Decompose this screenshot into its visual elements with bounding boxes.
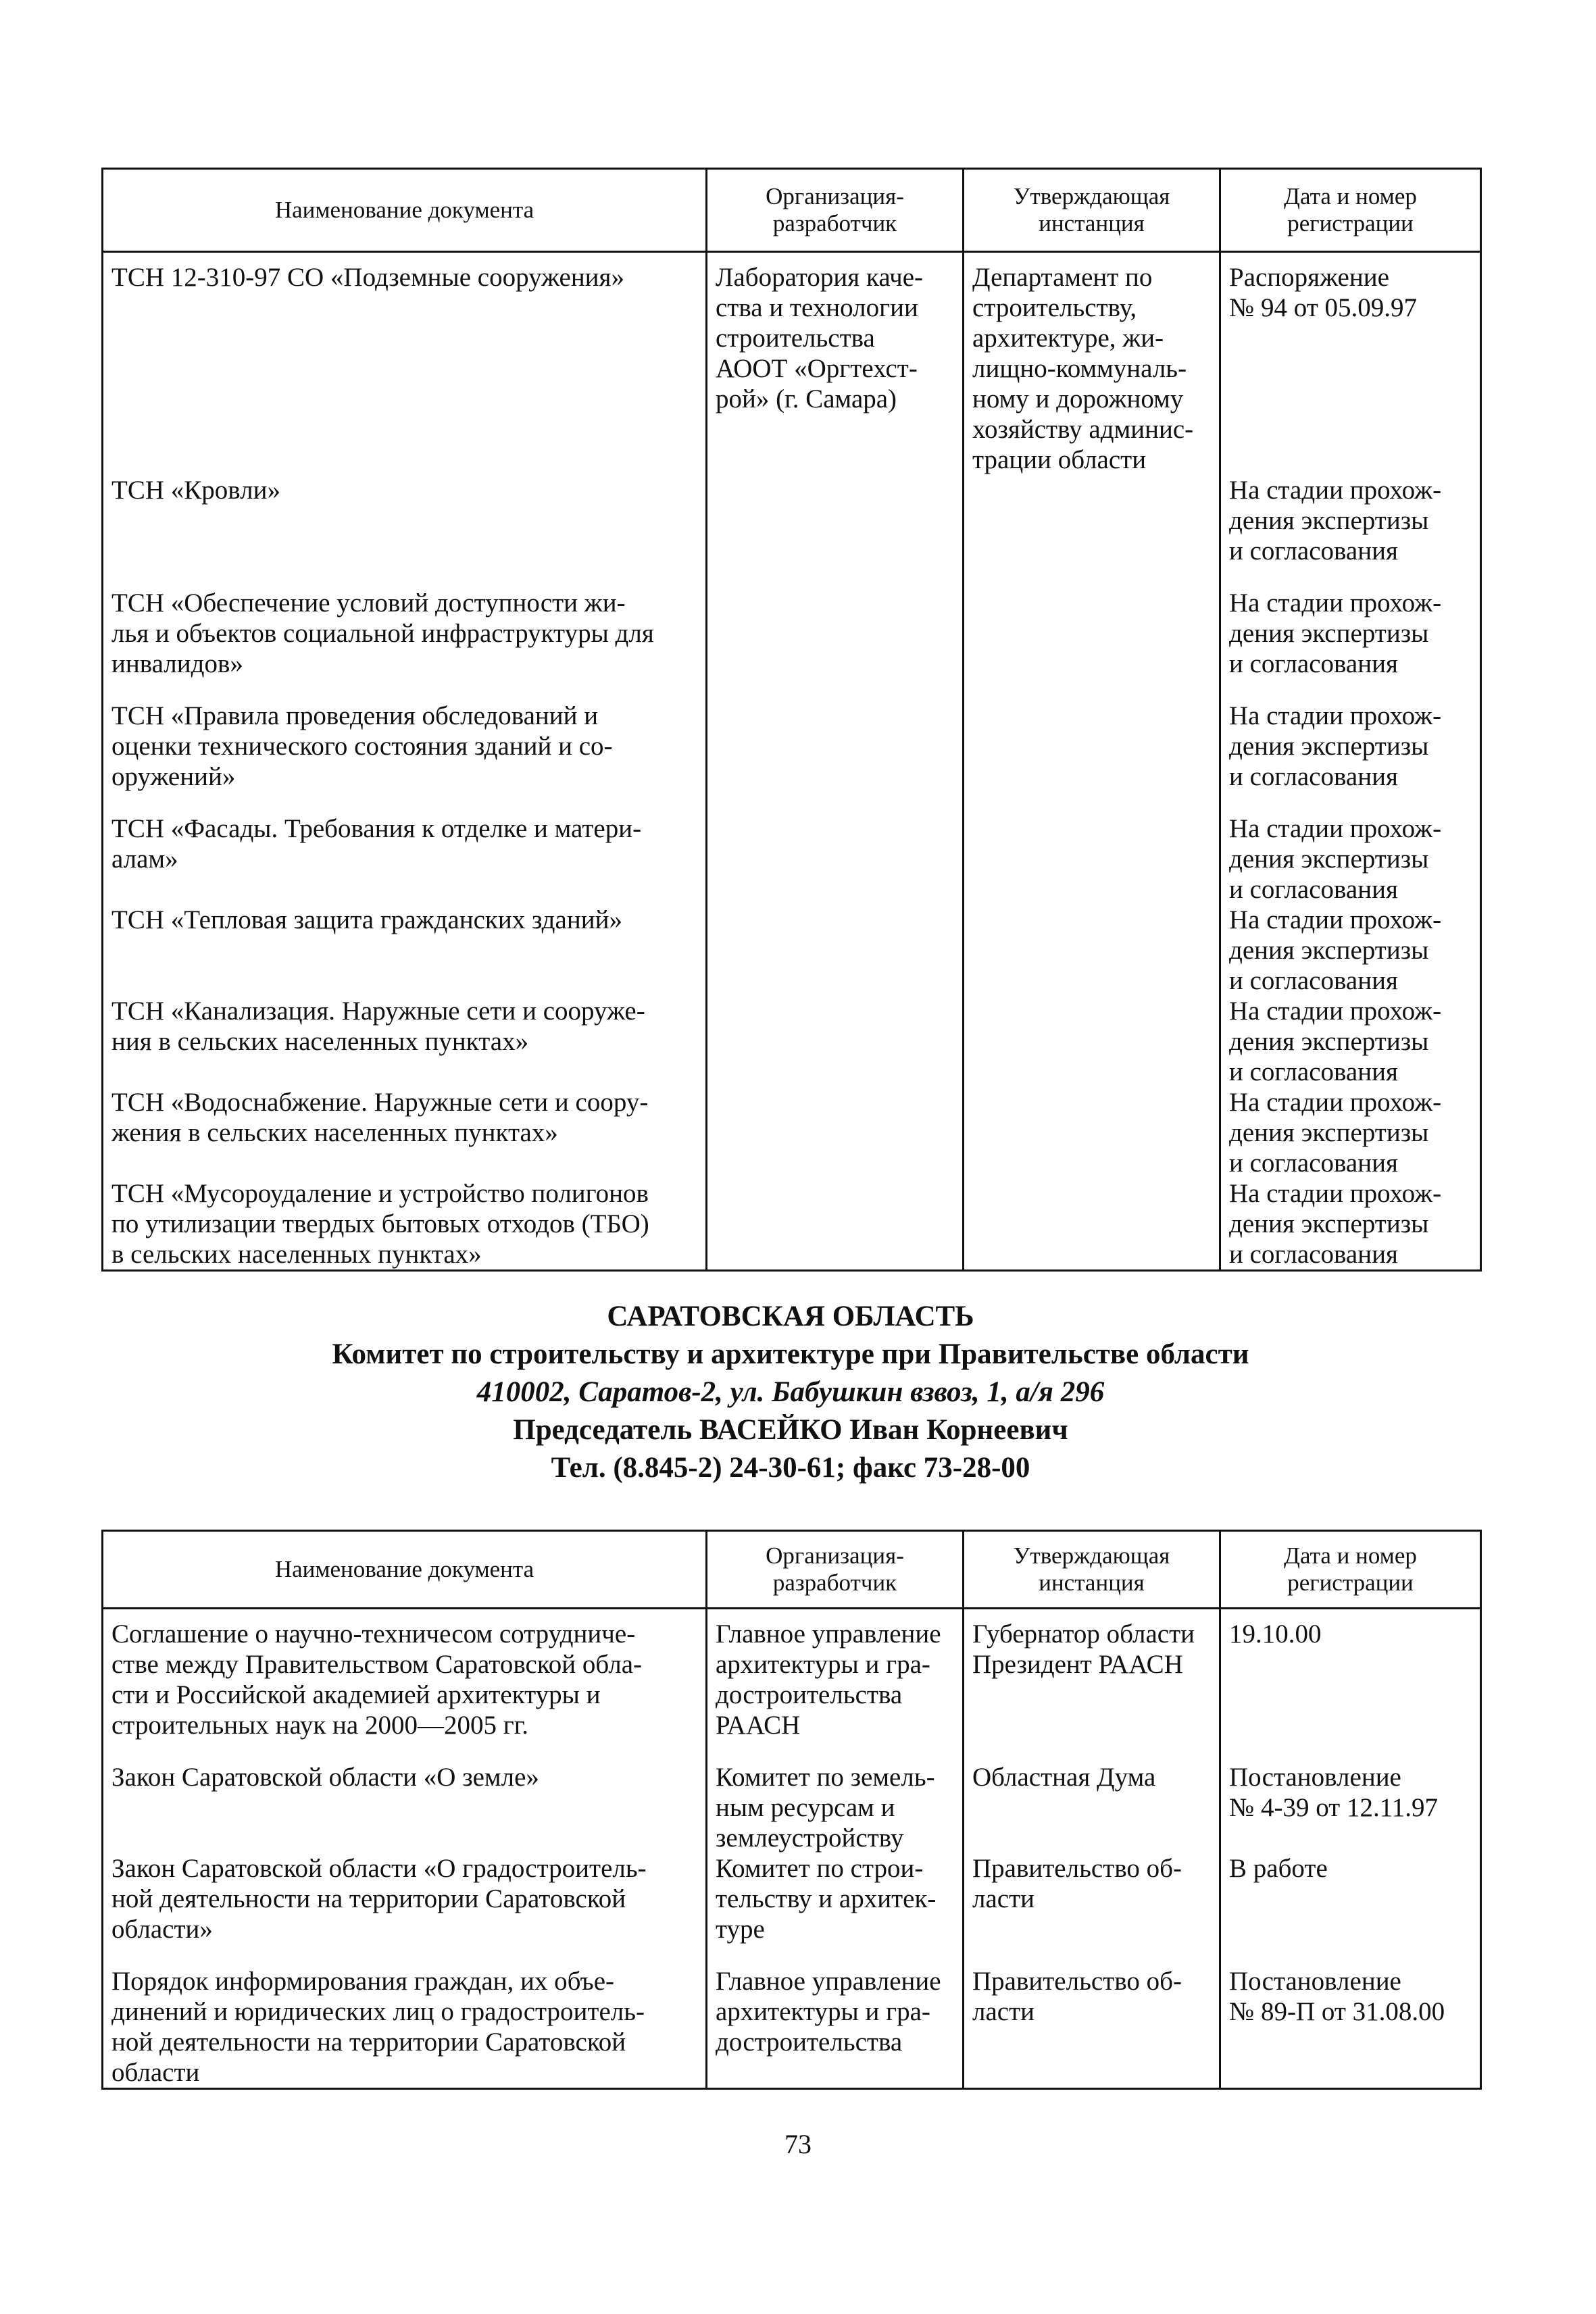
- table-row: [103, 588, 1481, 701]
- developer-cell: [707, 1178, 964, 1271]
- authority-cell: Правительство об- ласти: [964, 1966, 1220, 2089]
- header-registration: Дата и номер регистрации: [1220, 1531, 1481, 1609]
- table-row: [103, 1966, 1481, 2089]
- document-name-cell: Порядок информирования граждан, их объе- динений и юридических лиц о градостроитель- ной деятельности на территории Саратовской области: [103, 1966, 707, 2089]
- chairman: Председатель ВАСЕЙКО Иван Корнеевич: [513, 1414, 1068, 1446]
- authority-cell: [964, 701, 1220, 813]
- standards-table: [101, 168, 1482, 1272]
- document-name-cell: Закон Саратовской области «О градостроитель- ной деятельности на территории Саратовской области»: [103, 1853, 707, 1966]
- registration-cell: На стадии прохож- дения экспертизы и согласования: [1220, 996, 1481, 1087]
- developer-cell: [707, 905, 964, 996]
- table-row: [103, 1853, 1481, 1966]
- authority-cell: [964, 996, 1220, 1087]
- registration-cell: Постановление № 89-П от 31.08.00: [1220, 1966, 1481, 2089]
- developer-cell: Главное управление архитектуры и гра- достроительства РААСН: [707, 1609, 964, 1763]
- header-authority: Утверждающая инстанция: [964, 1531, 1220, 1609]
- registration-cell: На стадии прохож- дения экспертизы и согласования: [1220, 813, 1481, 905]
- table-row: [103, 701, 1481, 813]
- table-row: [103, 996, 1481, 1087]
- registration-cell: Постановление № 4-39 от 12.11.97: [1220, 1762, 1481, 1853]
- registration-cell: В работе: [1220, 1853, 1481, 1966]
- authority-cell: Правительство об- ласти: [964, 1853, 1220, 1966]
- page-number: 73: [784, 2129, 812, 2159]
- developer-cell: Лаборатория каче- ства и технологии строительства АООТ «Оргтехст- рой» (г. Самара): [707, 252, 964, 476]
- developer-cell: [707, 475, 964, 588]
- table-row: [103, 1609, 1481, 1763]
- developer-cell: Главное управление архитектуры и гра- достроительства: [707, 1966, 964, 2089]
- authority-cell: [964, 1087, 1220, 1178]
- registration-cell: На стадии прохож- дения экспертизы и согласования: [1220, 905, 1481, 996]
- registration-cell: На стадии прохож- дения экспертизы и согласования: [1220, 588, 1481, 701]
- table-row: [103, 813, 1481, 905]
- document-name-cell: ТСН «Канализация. Наружные сети и сооруже- ния в сельских населенных пунктах»: [103, 996, 707, 1087]
- registration-cell: На стадии прохож- дения экспертизы и согласования: [1220, 1087, 1481, 1178]
- table-row: [103, 1087, 1481, 1178]
- document-name-cell: Закон Саратовской области «О земле»: [103, 1762, 707, 1853]
- authority-cell: [964, 905, 1220, 996]
- document-name-cell: ТСН «Правила проведения обследований и оценки технического состояния зданий и со- оружений»: [103, 701, 707, 813]
- registration-cell: На стадии прохож- дения экспертизы и согласования: [1220, 475, 1481, 588]
- document-name-cell: ТСН «Обеспечение условий доступности жи- лья и объектов социальной инфраструктуры для инвалидов»: [103, 588, 707, 701]
- document-name-cell: ТСН 12-310-97 СО «Подземные сооружения»: [103, 252, 707, 476]
- organization-header: [101, 1301, 1480, 1484]
- document-name-cell: ТСН «Кровли»: [103, 475, 707, 588]
- document-name-cell: ТСН «Мусороудаление и устройство полигонов по утилизации твердых бытовых отходов (ТБО) в сельских населенных пунктах»: [103, 1178, 707, 1271]
- documents-table: [101, 1530, 1482, 2090]
- address: 410002, Саратов-2, ул. Бабушкин взвоз, 1, а/я 296: [476, 1376, 1105, 1408]
- authority-cell: Департамент по строительству, архитектуре, жи- лищно-коммуналь- ному и дорожному хозяйству админис- трации области: [964, 252, 1220, 476]
- registration-cell: На стадии прохож- дения экспертизы и согласования: [1220, 1178, 1481, 1271]
- registration-cell: На стадии прохож- дения экспертизы и согласования: [1220, 701, 1481, 813]
- table-row: [103, 475, 1481, 588]
- header-authority: Утверждающая инстанция: [964, 169, 1220, 252]
- developer-cell: [707, 588, 964, 701]
- header-developer: Организация- разработчик: [707, 169, 964, 252]
- header-document-name: Наименование документа: [103, 169, 707, 252]
- region-title: САРАТОВСКАЯ ОБЛАСТЬ: [607, 1301, 974, 1332]
- header-document-name: Наименование документа: [103, 1531, 707, 1609]
- developer-cell: [707, 1087, 964, 1178]
- developer-cell: [707, 996, 964, 1087]
- registration-cell: Распоряжение № 94 от 05.09.97: [1220, 252, 1481, 476]
- table-header-row: [103, 169, 1481, 252]
- document-name-cell: Соглашение о научно-техничесом сотрудниче- стве между Правительством Саратовской обла- сти и Российской академией архитектуры и строительных наук на 2000—2005 гг.: [103, 1609, 707, 1763]
- authority-cell: [964, 1178, 1220, 1271]
- developer-cell: Комитет по строи- тельству и архитек- туре: [707, 1853, 964, 1966]
- authority-cell: Областная Дума: [964, 1762, 1220, 1853]
- developer-cell: Комитет по земель- ным ресурсам и землеустройству: [707, 1762, 964, 1853]
- table-row: [103, 905, 1481, 996]
- developer-cell: [707, 813, 964, 905]
- document-name-cell: ТСН «Тепловая защита гражданских зданий»: [103, 905, 707, 996]
- document-name-cell: ТСН «Водоснабжение. Наружные сети и соору- жения в сельских населенных пунктах»: [103, 1087, 707, 1178]
- registration-cell: 19.10.00: [1220, 1609, 1481, 1763]
- document-name-cell: ТСН «Фасады. Требования к отделке и матери- алам»: [103, 813, 707, 905]
- authority-cell: [964, 588, 1220, 701]
- phone-fax: Тел. (8.845-2) 24-30-61; факс 73-28-00: [551, 1452, 1030, 1484]
- header-developer: Организация- разработчик: [707, 1531, 964, 1609]
- table-header-row: [103, 1531, 1481, 1609]
- authority-cell: [964, 475, 1220, 588]
- table-row: [103, 252, 1481, 476]
- table-row: [103, 1178, 1481, 1271]
- authority-cell: [964, 813, 1220, 905]
- table-row: [103, 1762, 1481, 1853]
- authority-cell: Губернатор области Президент РААСН: [964, 1609, 1220, 1763]
- header-registration: Дата и номер регистрации: [1220, 169, 1481, 252]
- committee-name: Комитет по строительству и архитектуре при Правительстве области: [332, 1338, 1249, 1370]
- developer-cell: [707, 701, 964, 813]
